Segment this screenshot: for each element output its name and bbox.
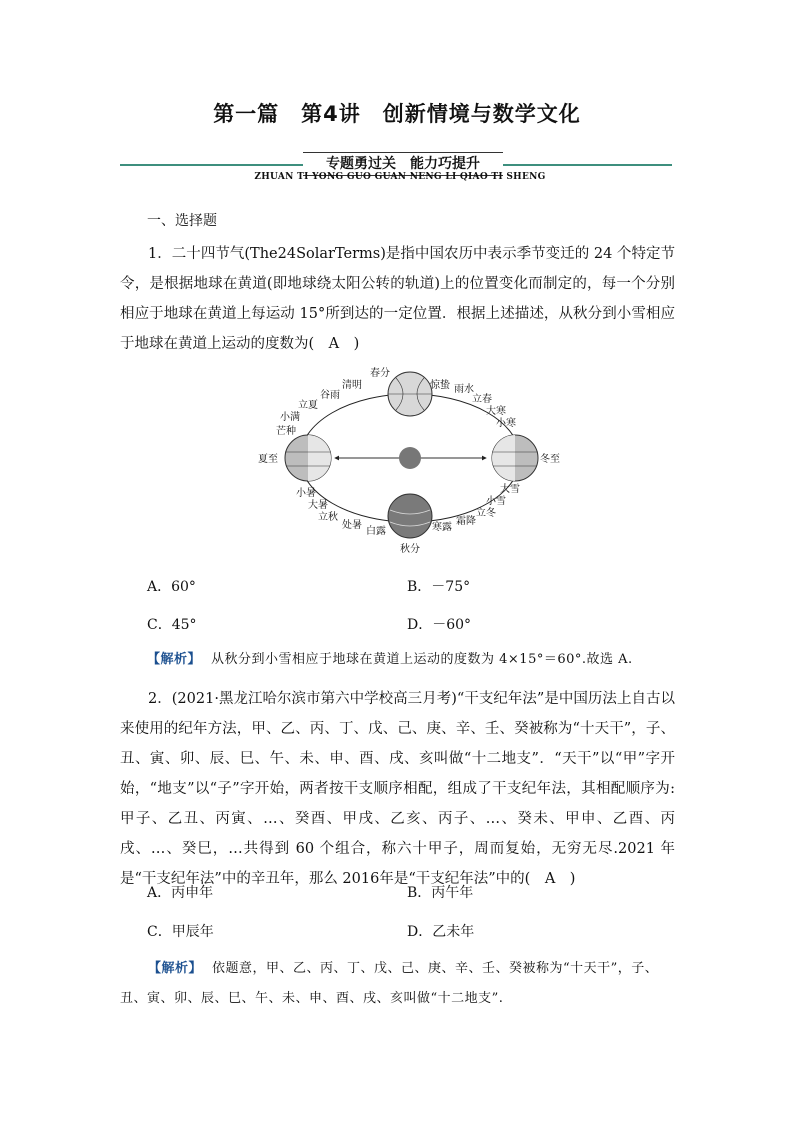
earth-winter-icon	[492, 435, 538, 481]
q1-option-a: A．60°	[147, 579, 196, 595]
banner-subtext: ZHUAN TI YONG GUO GUAN NENG LI QIAO TI SHENG	[254, 172, 546, 182]
term-label: 夏至	[258, 454, 278, 465]
term-label: 立春	[472, 394, 492, 405]
question-2-text: 2．(2021·黑龙江哈尔滨市第六中学校高三月考)“干支纪年法”是中国历法上自古以来使用的纪年方法，甲、乙、丙、丁、戊、己、庚、辛、壬、癸被称为“十天干”，子、丑、寅、卯、辰、巳、午、未、申、酉、戌、亥叫做“十二地支”．“天干”以“甲”字开始，“地支”以“子”字开始，两者按干支顺序相配，组成了干支纪年法，其相配顺序为: 甲子、乙丑、丙寅、…、癸酉、甲戌、乙亥、丙子、…、癸未、甲申、乙酉、丙戌、…、癸巳，…共得到 60 个组合，称六十甲子，周而复始，无穷无尽.2021 年是“干支纪年法”中的辛丑年，那么 2016年是“干支纪年法”中的( A )	[120, 691, 675, 887]
q2-analysis	[120, 954, 680, 1014]
solar-terms-diagram	[250, 364, 570, 560]
banner-right-line	[495, 164, 672, 166]
term-label: 冬至	[540, 454, 560, 465]
term-label: 立夏	[298, 400, 318, 411]
q2-option-b: B．丙午年	[407, 885, 474, 901]
section-heading: 一、选择题	[147, 213, 217, 229]
term-label: 立秋	[318, 512, 338, 523]
q2-option-d: D．乙未年	[407, 924, 475, 940]
term-label: 立冬	[476, 508, 496, 519]
q1-analysis	[147, 645, 687, 675]
term-label: 小寒	[496, 418, 516, 429]
term-label: 雨水	[454, 384, 474, 395]
q1-option-d: D．－60°	[407, 617, 472, 633]
term-label: 大寒	[486, 406, 506, 417]
earth-spring-icon	[388, 372, 432, 416]
analysis-tag: 【解析】	[147, 652, 202, 667]
q1-option-c: C．45°	[147, 617, 197, 633]
sun-icon	[399, 447, 421, 469]
term-label: 霜降	[456, 516, 476, 527]
q1-option-b: B．－75°	[407, 579, 471, 595]
term-label: 大暑	[308, 500, 328, 511]
term-label: 清明	[342, 380, 362, 391]
term-label: 处暑	[342, 520, 362, 531]
term-label: 惊蛰	[430, 380, 450, 391]
term-label: 小暑	[296, 488, 316, 499]
term-label: 小雪	[486, 496, 506, 507]
q2-option-a: A．丙申年	[147, 885, 214, 901]
term-label: 大雪	[500, 484, 520, 495]
q2-option-c: C．甲辰年	[147, 924, 214, 940]
page-title: 第一篇 第4讲 创新情境与数学文化	[213, 102, 581, 126]
term-label: 芒种	[276, 426, 296, 437]
earth-autumn-icon	[388, 494, 432, 538]
analysis-tag: 【解析】	[148, 961, 203, 976]
earth-summer-icon	[285, 435, 331, 481]
term-label: 白露	[366, 526, 386, 537]
question-1-text: 1．二十四节气(The24SolarTerms)是指中国农历中表示季节变迁的 24 个特定节令，是根据地球在黄道(即地球绕太阳公转的轨道)上的位置变化而制定的，每一个分别相应于地球在黄道上每运动 15°所到达的一定位置．根据上述描述，从秋分到小雪相应于地球在黄道上运动的度数为( A )	[120, 246, 675, 352]
banner-left-line	[120, 164, 310, 166]
analysis-text: 依题意，甲、乙、丙、丁、戊、己、庚、辛、壬、癸被称为“十天干”，子、丑、寅、卯、辰、巳、午、未、申、酉、戌、亥叫做“十二地支”.	[120, 961, 659, 1006]
term-label: 谷雨	[320, 390, 340, 401]
term-label: 寒露	[432, 522, 452, 533]
term-label: 秋分	[400, 544, 420, 555]
term-label: 小满	[280, 412, 300, 423]
term-label: 春分	[370, 368, 390, 379]
analysis-text: 从秋分到小雪相应于地球在黄道上运动的度数为 4×15°＝60°.故选 A.	[211, 652, 633, 667]
banner-text: 专题勇过关 能力巧提升	[303, 152, 503, 176]
section-banner	[120, 150, 672, 186]
